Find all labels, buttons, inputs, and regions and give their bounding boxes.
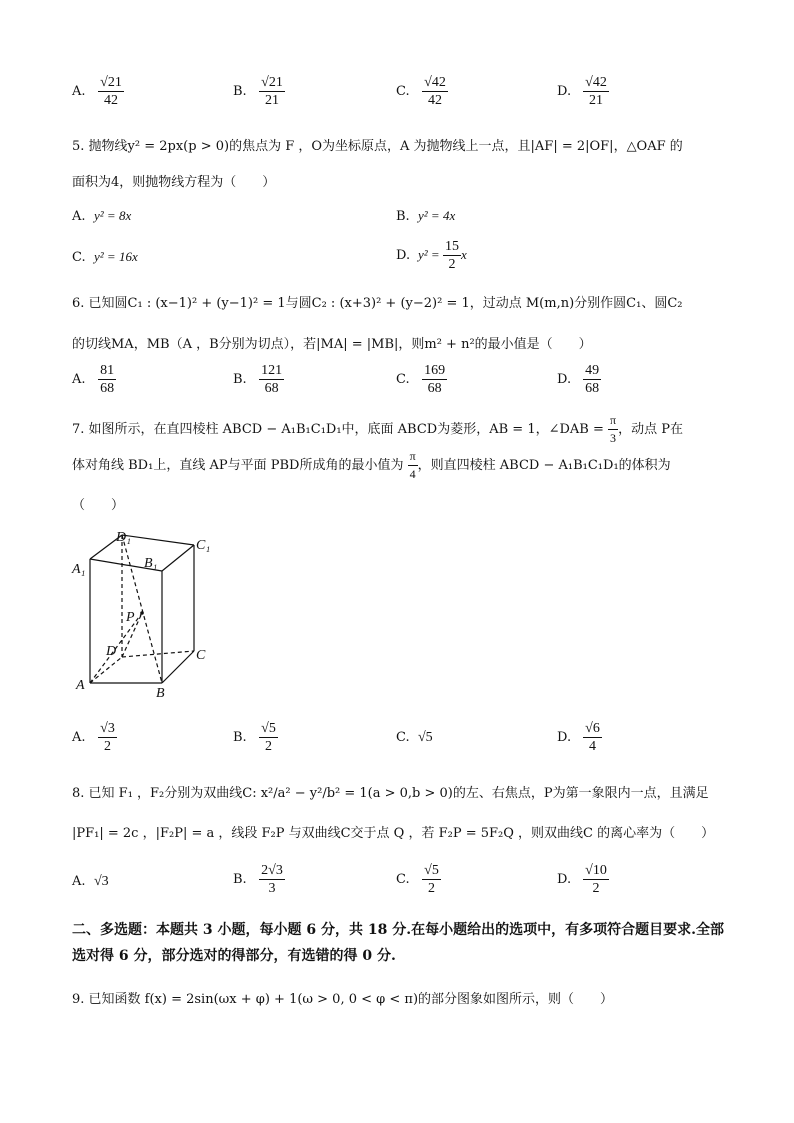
q9-stem-line1: 9. 已知函数 f(x) = 2sin(ωx + φ) + 1(ω > 0, 0 < φ < π)的部分图象如图所示，则（ ） — [72, 992, 614, 1007]
edge-d-c — [122, 651, 194, 657]
q6-stem-line1: 6. 已知圆C₁ : (x−1)² + (y−1)² = 1与圆C₂ : (x+3)² + (y−2)² = 1，过动点 M(m,n)分别作圆C₁、圆C₂ — [72, 296, 683, 311]
q6-stem-line2: 的切线MA，MB（A ，B分别为切点），若|MA| = |MB|，则m² + n²的最小值是（ ） — [72, 337, 592, 352]
edge-a-d — [90, 657, 122, 683]
q4-option-c: C. $\frac{√42}{42}$ — [396, 75, 446, 108]
label-p: P — [126, 610, 135, 625]
q5-stem-line1: 5. 抛物线y² = 2px(p > 0)的焦点为 F ，O为坐标原点，A 为抛物线上一点，且|AF| = 2|OF|，△OAF 的 — [72, 139, 683, 154]
q6-option-b: B. $\frac{121}{68}$ — [233, 363, 283, 396]
q7-option-b: B. $\frac{√5}{2}$ — [233, 721, 276, 754]
q5-option-a: A. y² = 8x — [72, 208, 132, 224]
q4-option-d: D. $\frac{√42}{21}$ — [557, 75, 607, 108]
q8-option-a: A. √3 — [72, 874, 109, 889]
q5-stem-line2: 面积为4，则抛物线方程为（ ） — [72, 175, 276, 190]
q7-option-a: A. $\frac{√3}{2}$ — [72, 721, 115, 754]
label-c: C — [196, 648, 206, 663]
q6-option-d: D. $\frac{49}{68}$ — [557, 363, 600, 396]
q6-option-a: A. $\frac{81}{68}$ — [72, 363, 115, 396]
label-d: D — [106, 644, 117, 659]
prism-figure — [70, 525, 230, 700]
q7-stem-line1: 7. 如图所示，在直四棱柱 ABCD − A₁B₁C₁D₁中，底面 ABCD为菱形，AB = 1，∠DAB = $\frac{\pi}{3}$ ，动点 P在 — [72, 413, 683, 445]
q8-option-b: B. $\frac{2√3}{3}$ — [233, 863, 283, 896]
q7-stem-line3: （ ） — [72, 498, 125, 513]
q7-option-c: C. √5 — [396, 730, 433, 745]
section-multiple-choice-heading: 二、多选题：本题共 3 小题，每小题 6 分，共 18 分.在每小题给出的选项中，有多项符合题目要求.全部选对得 6 分，部分选对的得部分，有选错的得 0 分. — [72, 922, 724, 964]
label-b: B — [156, 686, 165, 700]
edge-d1-c1 — [122, 535, 194, 545]
label-b1: B₁ — [144, 556, 158, 571]
q5-option-d: D. y² = $\frac{15}{2}$ x — [396, 239, 467, 272]
edge-c1-b1 — [162, 545, 194, 571]
q7-stem-line2: 体对角线 BD₁上，直线 AP与平面 PBD所成角的最小值为 $\frac{\pi}{4}$ ，则直四棱柱 ABCD − A₁B₁C₁D₁的体积为 — [72, 449, 671, 481]
q5-option-b: B. y² = 4x — [396, 208, 456, 224]
q8-option-d: D. $\frac{√10}{2}$ — [557, 863, 607, 896]
q7-option-d: D. $\frac{√6}{4}$ — [557, 721, 600, 754]
q8-stem-line2: |PF₁| = 2c ，|F₂P| = a ，线段 F₂P 与双曲线C交于点 Q ，若 F₂P = 5F₂Q ，则双曲线C 的离心率为（ ） — [72, 826, 715, 841]
q6-option-c: C. $\frac{169}{68}$ — [396, 363, 446, 396]
edge-b-c — [162, 651, 194, 683]
q8-option-c: C. $\frac{√5}{2}$ — [396, 863, 439, 896]
label-a: A — [76, 678, 85, 693]
label-d1: D₁ — [116, 530, 131, 545]
q5-option-c: C. y² = 16x — [72, 249, 138, 265]
point-p — [140, 611, 144, 615]
q8-stem-line1: 8. 已知 F₁ ，F₂分别为双曲线C: x²/a² − y²/b² = 1(a > 0,b > 0)的左、右焦点，P为第一象限内一点，且满足 — [72, 786, 709, 801]
label-c1: C₁ — [196, 538, 211, 553]
q4-option-a: A. $\frac{√21}{42}$ — [72, 75, 122, 108]
q4-option-b: B. $\frac{√21}{21}$ — [233, 75, 283, 108]
label-a1: A₁ — [72, 562, 86, 577]
